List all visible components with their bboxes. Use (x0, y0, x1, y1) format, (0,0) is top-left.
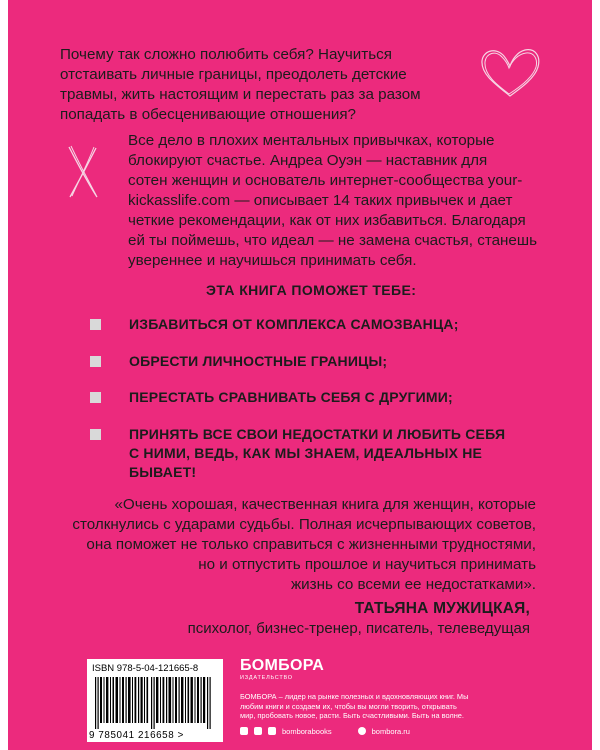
description-line: ей ты поймешь, что идеал — не замена счастья, станешь (128, 232, 537, 249)
intro-line: Почему так сложно полюбить себя? Научиться (60, 46, 392, 63)
benefit-line: БЫВАЕТ! (129, 464, 197, 480)
publisher-block (240, 658, 540, 736)
description-line: блокируют счастье. Андреа Оуэн — наставник для (128, 152, 488, 169)
publisher-links (240, 727, 540, 736)
globe-icon (358, 727, 366, 735)
benefit-item (90, 388, 579, 407)
publisher-logo-sub: ИЗДАТЕЛЬСТВО (240, 675, 293, 681)
cross-doodle-icon (66, 144, 100, 200)
bullet-square-icon (90, 356, 101, 367)
barcode-block (87, 659, 223, 742)
intro-line: травмы, жить настоящим и перестать раз за разом (60, 86, 421, 103)
benefit-line: С НИМИ, ВЕДЬ, КАК МЫ ЗНАЕМ, ИДЕАЛЬНЫХ НЕ (129, 445, 483, 461)
benefit-item (90, 352, 579, 371)
review-quote (68, 495, 536, 595)
benefits-heading: ЭТА КНИГА ПОМОЖЕТ ТЕБЕ: (206, 282, 417, 298)
book-back-cover (8, 0, 592, 750)
quote-line: «Очень хорошая, качественная книга для женщин, которые (114, 496, 536, 513)
publisher-site-link[interactable]: bombora.ru (371, 726, 410, 736)
benefit-line: ОБРЕСТИ ЛИЧНОСТНЫЕ ГРАНИЦЫ; (129, 353, 388, 369)
description-paragraph (128, 131, 538, 271)
publisher-description: БОМБОРА – лидер на рынке полезных и вдохновляющих книг. Мы любим книги и создаем их, чтобы вы могли творить, открывать мир, пробовать новое, расти. Быть счастливыми. Быть на волне. (240, 692, 469, 720)
social-icon (240, 727, 248, 735)
benefit-line: ИЗБАВИТЬСЯ ОТ КОМПЛЕКСА САМОЗВАНЦА; (129, 316, 459, 332)
benefit-item (90, 425, 579, 482)
benefit-line: ПРИНЯТЬ ВСЕ СВОИ НЕДОСТАТКИ И ЛЮБИТЬ СЕБЯ (129, 426, 506, 442)
quote-author-role: психолог, бизнес-тренер, писатель, телеведущая (187, 620, 530, 637)
benefit-line: ПЕРЕСТАТЬ СРАВНИВАТЬ СЕБЯ С ДРУГИМИ; (129, 389, 453, 405)
benefit-item (90, 315, 579, 334)
isbn-text: ISBN 978-5-04-121665-8 (92, 663, 199, 674)
bullet-square-icon (90, 392, 101, 403)
barcode-icon (93, 677, 217, 729)
social-icon (268, 727, 276, 735)
description-line: Все дело в плохих ментальных привычках, которые (128, 132, 495, 149)
intro-line: попадать в обесценивающие отношения? (60, 106, 357, 123)
bullet-square-icon (90, 429, 101, 440)
intro-line: отстаивать личные границы, преодолеть детские (60, 66, 407, 83)
quote-line: жизнь со всеми ее недостатками». (290, 576, 536, 593)
quote-line: столкнулись с ударами судьбы. Полная исчерпывающих советов, (72, 516, 536, 533)
social-handle[interactable]: bomborabooks (282, 726, 332, 736)
description-line: сотен женщин и основатель интернет-сообщества your- (128, 172, 523, 189)
social-icon (254, 727, 262, 735)
quote-line: она поможет не только справиться с жизненными трудностями, (86, 536, 536, 553)
intro-paragraph (60, 45, 460, 125)
quote-author: ТАТЬЯНА МУЖИЦКАЯ, (354, 600, 530, 617)
description-line: четкие рекомендации, как от них избавиться. Благодаря (128, 212, 526, 229)
description-line: kickasslife.com — описывает 14 таких привычек и дает (128, 192, 513, 209)
heart-doodle-icon (475, 44, 545, 102)
description-line: увереннее и научишься принимать себя. (128, 252, 417, 269)
publisher-logo: БОМБОРА (240, 657, 325, 674)
barcode-number: 9 785041 216658 > (89, 730, 184, 741)
bullet-square-icon (90, 319, 101, 330)
quote-line: но и отпустить прошлое и научиться принимать (198, 556, 536, 573)
